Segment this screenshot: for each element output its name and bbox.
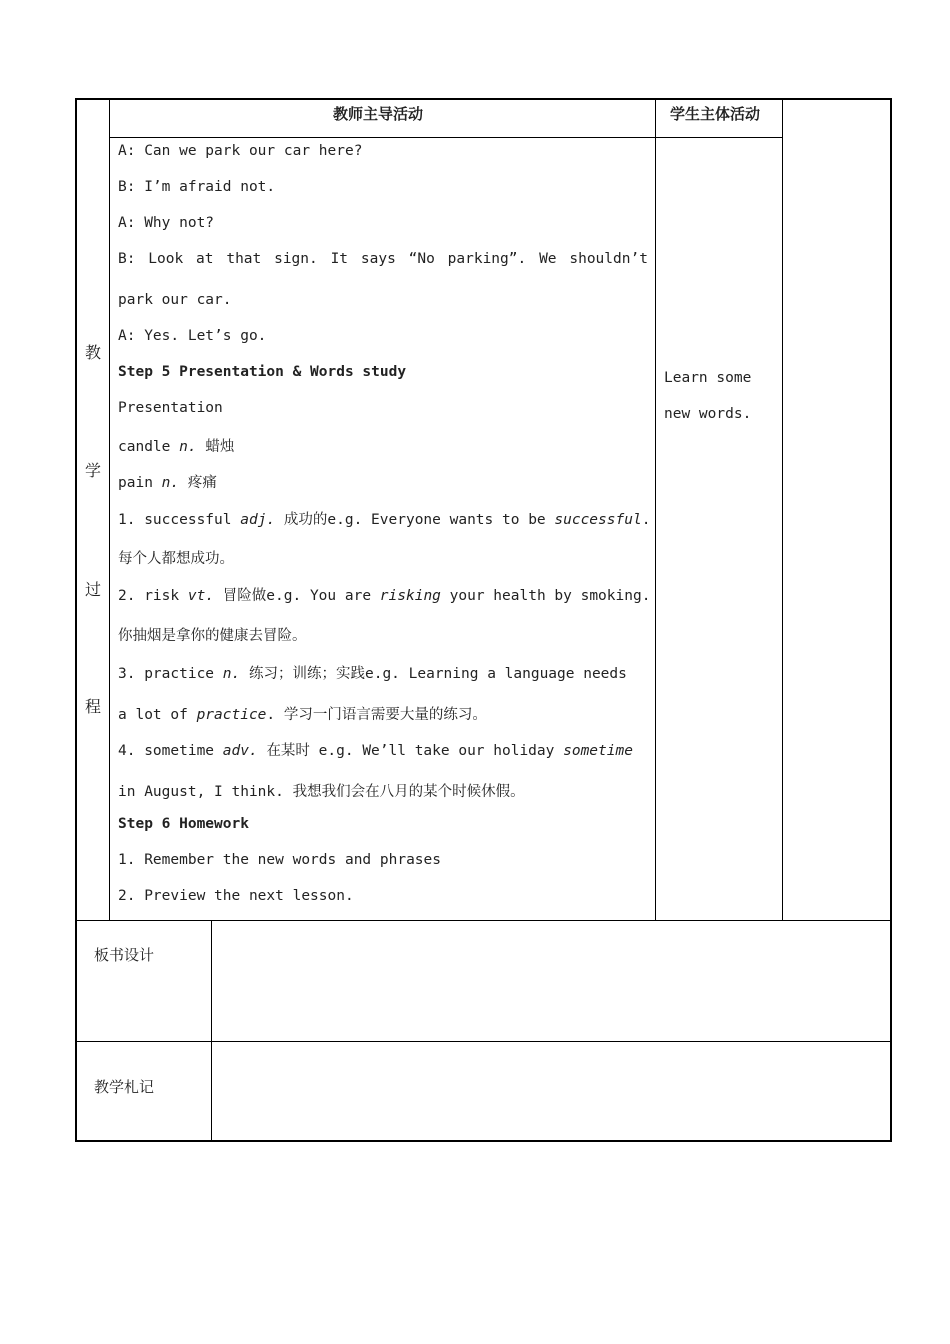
- example-text: e.g. You are: [266, 588, 372, 604]
- vocab-word: practice: [144, 666, 215, 682]
- step5-title: Step 5 Presentation & Words study: [118, 364, 407, 380]
- dialogue-word: “No: [408, 251, 435, 267]
- example-italic: practice: [196, 707, 267, 723]
- side-label-char-3: 过: [85, 580, 102, 599]
- homework-item-2: 2. Preview the next lesson.: [118, 888, 354, 904]
- vocab-pos: n.: [222, 666, 241, 682]
- vocab-pos: n.: [161, 475, 180, 491]
- vocab-item-2-translation: 你抽烟是拿你的健康去冒险。: [118, 628, 307, 644]
- vocab-pos: adj.: [240, 512, 276, 528]
- vocab-word: sometime: [144, 743, 215, 759]
- student-column-divider: [782, 98, 783, 921]
- vocab-word: candle: [118, 439, 171, 455]
- presentation-label: Presentation: [118, 400, 223, 416]
- dialogue-line-4: [118, 251, 648, 267]
- dialogue-line-2: B: I’m afraid not.: [118, 179, 276, 195]
- example-text: in August, I think.: [118, 784, 284, 800]
- word-candle: [118, 435, 234, 456]
- vocab-meaning: 蜡烛: [205, 439, 235, 455]
- dialogue-word: B:: [118, 251, 136, 267]
- vocab-pos: vt.: [187, 588, 215, 604]
- table-left-border: [75, 98, 77, 1142]
- teacher-column-divider: [655, 98, 656, 921]
- vocab-item-4-cont: [118, 780, 525, 801]
- student-activity-header: 学生主体活动: [670, 105, 761, 123]
- dialogue-word: sign.: [274, 251, 318, 267]
- dialogue-line-3: A: Why not?: [118, 215, 215, 231]
- homework-item-1: 1. Remember the new words and phrases: [118, 852, 442, 868]
- side-column-divider: [109, 98, 110, 921]
- vocab-meaning: 冒险做: [222, 588, 267, 604]
- dialogue-word: says: [360, 251, 396, 267]
- vocab-item-3: [118, 662, 627, 683]
- table-top-border: [75, 98, 892, 100]
- dialogue-line-6: A: Yes. Let’s go.: [118, 328, 267, 344]
- dialogue-word: shouldn’t: [569, 251, 648, 267]
- teacher-activity-header: 教师主导活动: [333, 105, 424, 123]
- example-italic: sometime: [563, 743, 633, 759]
- label-column-divider: [211, 920, 212, 1141]
- example-text: e.g. Learning a language needs: [364, 666, 627, 682]
- dialogue-word: Look: [148, 251, 184, 267]
- dialogue-word: It: [330, 251, 349, 267]
- vocab-word: risk: [144, 588, 180, 604]
- header-row-divider: [109, 137, 783, 138]
- step6-title: Step 6 Homework: [118, 816, 249, 832]
- vocab-word: successful: [144, 512, 232, 528]
- board-design-label: 板书设计: [94, 946, 155, 964]
- vocab-item-1: 1. successful adj. 成功的e.g. Everyone wants to be successful.: [118, 512, 651, 528]
- word-pain: [118, 471, 217, 492]
- vocab-word: pain: [118, 475, 153, 491]
- process-section-bottom: [75, 920, 892, 921]
- example-text: your health by smoking.: [449, 588, 651, 604]
- student-note-line-2: new words.: [664, 406, 752, 422]
- example-text: a lot of: [118, 707, 188, 723]
- vocab-meaning: 练习；训练；实践: [248, 666, 365, 682]
- table-bottom-border: [75, 1140, 892, 1142]
- example-translation: 学习一门语言需要大量的练习。: [283, 707, 487, 723]
- vocab-item-3-cont: a lot of practice. 学习一门语言需要大量的练习。: [118, 707, 487, 723]
- student-note-line-1: Learn some: [664, 370, 752, 386]
- example-translation: 我想我们会在八月的某个时候休假。: [292, 784, 525, 800]
- item-number: 3.: [118, 666, 136, 682]
- table-right-border: [890, 98, 892, 1142]
- dialogue-line-5: park our car.: [118, 292, 232, 308]
- item-number: 4.: [118, 743, 136, 759]
- dialogue-word: that: [226, 251, 262, 267]
- teaching-notes-label: 教学札记: [94, 1078, 155, 1096]
- vocab-item-1-translation: 每个人都想成功。: [118, 551, 234, 567]
- dialogue-word: at: [196, 251, 214, 267]
- vocab-meaning: 成功的: [283, 512, 328, 528]
- dialogue-line-1: A: Can we park our car here?: [118, 143, 363, 159]
- item-number: 2.: [118, 588, 136, 604]
- example-italic: risking: [379, 588, 441, 604]
- example-italic: successful: [554, 512, 642, 528]
- item-number: 1.: [118, 512, 136, 528]
- vocab-pos: adv.: [222, 743, 258, 759]
- dialogue-word: parking”.: [447, 251, 527, 267]
- vocab-pos: n.: [179, 439, 197, 455]
- vocab-item-4: [118, 739, 633, 760]
- vocab-meaning: 在某时: [266, 743, 310, 759]
- example-text: e.g. We’ll take our holiday: [318, 743, 555, 759]
- side-label-char-4: 程: [85, 697, 102, 716]
- example-text: e.g. Everyone wants to be: [327, 512, 546, 528]
- vocab-item-2: [118, 584, 650, 605]
- board-design-bottom: [75, 1041, 892, 1042]
- side-label-char-2: 学: [85, 461, 102, 480]
- vocab-meaning: 疼痛: [187, 475, 217, 491]
- dialogue-word: We: [539, 251, 557, 267]
- side-label-char-1: 教: [85, 343, 102, 362]
